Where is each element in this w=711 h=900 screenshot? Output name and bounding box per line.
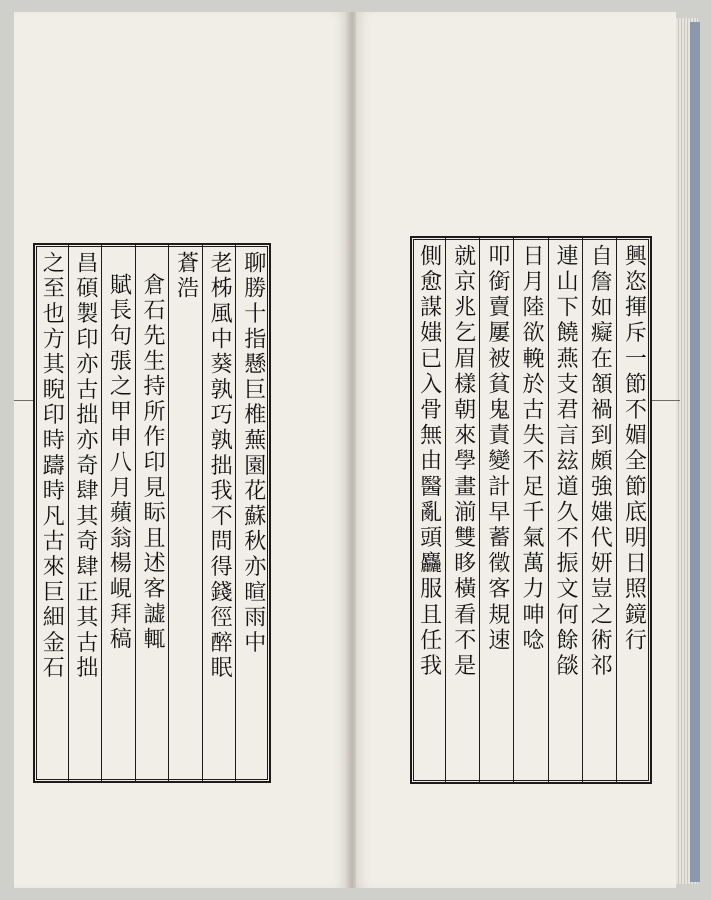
fold-line-left: [14, 400, 34, 401]
column-text: 叩銜賣屢被貧鬼責變計早蓄徵客規速: [484, 244, 510, 654]
column-text: 興恣揮斥一節不媚全節底明日照鏡行: [621, 244, 647, 654]
left-text-frame: [33, 243, 271, 783]
text-column: [168, 245, 202, 781]
column-text: 自詹如癡在頷禍到頗強媸代妍豈之術祁: [587, 244, 613, 680]
right-text-frame: [410, 236, 652, 784]
column-text: 倉石先生持所作印見眎且述客譃輒: [139, 273, 165, 653]
column-text: 之至也方其睨印時躊時凡古來巨細金石: [39, 251, 65, 682]
column-text: 側愈謀媸已入骨無由醫亂頭麤服且任我: [416, 244, 442, 680]
column-text: 昌碩製印亦古拙亦奇肆其奇肆正其古拙: [72, 251, 98, 682]
text-column: [582, 238, 616, 782]
column-text: 蒼浩: [173, 251, 199, 302]
text-column: [412, 238, 445, 782]
column-text: 連山下饒燕支君言玆道久不振文何餘燄: [553, 244, 579, 680]
text-column: [68, 245, 102, 781]
text-column: [513, 238, 547, 782]
column-text: 就京兆乞眉樣朝來學畫湔雙眵橫看不是: [450, 244, 476, 680]
text-column: [202, 245, 236, 781]
text-column: [445, 238, 479, 782]
cover-edge: [690, 22, 700, 882]
column-text: 聊勝十指懸巨椎蕪園花蘇秋亦暄雨中: [240, 251, 266, 656]
text-column: [35, 245, 68, 781]
text-column: [479, 238, 513, 782]
column-text: 老柹風中葵孰巧孰拙我不問得錢徑醉眠: [207, 251, 233, 682]
text-column: [616, 238, 650, 782]
text-column: [101, 245, 135, 781]
text-column: [235, 245, 269, 781]
column-text: 賦長句張之甲申八月蘋翁楊峴拜稿: [106, 273, 132, 653]
text-column: [135, 245, 169, 781]
fold-line-right: [650, 400, 680, 401]
text-column: [548, 238, 582, 782]
column-text: 日月陸欲輓於古失不足千氣萬力呻唸: [519, 244, 544, 654]
